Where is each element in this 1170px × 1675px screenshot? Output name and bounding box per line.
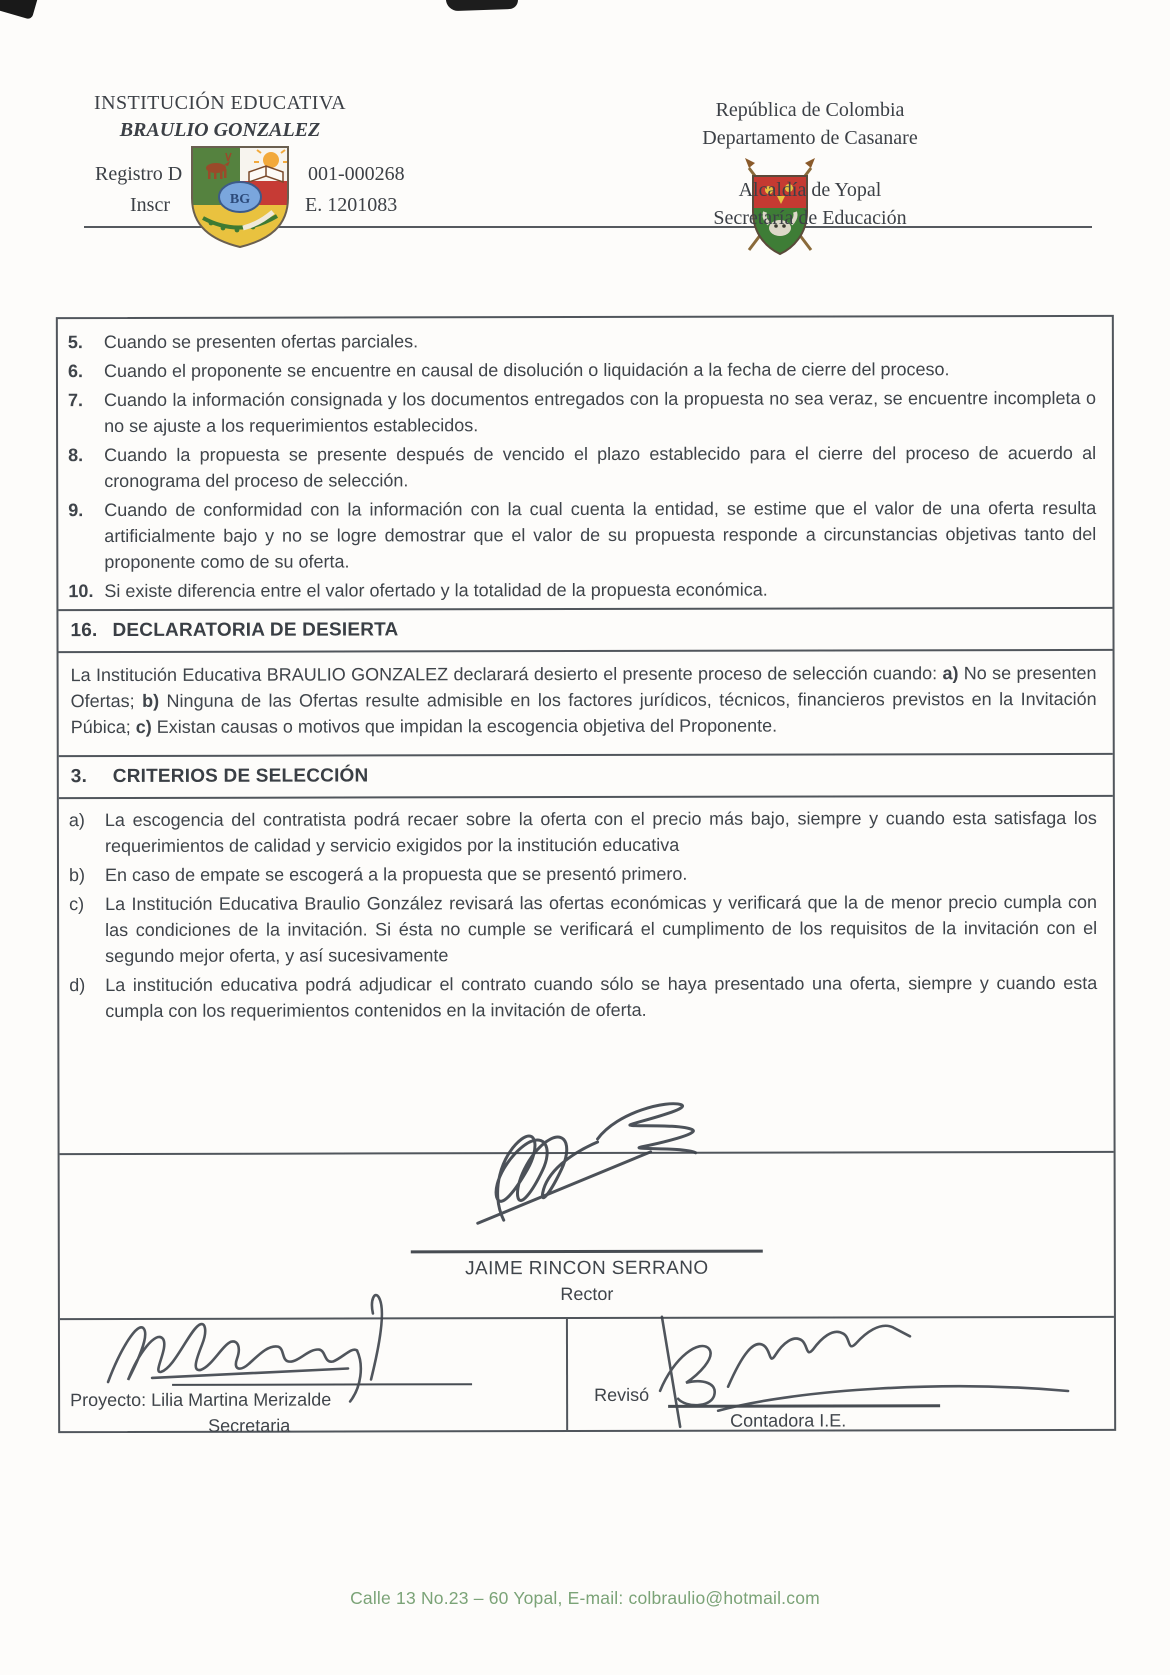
lettered-list bbox=[59, 797, 1113, 1024]
item-text: Cuando la información consignada y los documentos entregados con la propuesta no sea veraz, se encuentre incompleta o no se ajuste a los requerimientos establecidos. bbox=[103, 387, 1097, 437]
section-16-header bbox=[58, 607, 1112, 653]
institution-name-line1: INSTITUCIÓN EDUCATIVA bbox=[94, 92, 346, 114]
svg-text:BG: BG bbox=[229, 192, 251, 207]
reviso-label: Revisó bbox=[594, 1384, 650, 1405]
numbered-item bbox=[58, 440, 1112, 494]
section-title: CRITERIOS DE SELECCIÓN bbox=[112, 765, 369, 787]
rector-signature-line bbox=[411, 1250, 763, 1254]
footer-address: Calle 13 No.23 – 60 Yopal, E-mail: colbraulio@hotmail.com bbox=[350, 1588, 820, 1608]
reviso-cell bbox=[568, 1318, 1114, 1430]
republic-line: República de Colombia bbox=[715, 99, 905, 121]
numbered-item bbox=[58, 327, 1112, 355]
scan-artifact bbox=[446, 0, 519, 11]
scan-artifact bbox=[0, 0, 39, 20]
school-crest-logo bbox=[183, 140, 297, 257]
item-text: Cuando de conformidad con la información con la cual cuenta la entidad, se estime que el valor de una oferta resulta artificialmente bajo y no se logre demostrar que el valor de su propuesta responde a circunstancias objetivas tanto del proponente como de su oferta. bbox=[104, 497, 1097, 573]
numbered-list bbox=[58, 327, 1113, 604]
approval-signatures-row bbox=[60, 1316, 1114, 1436]
proyecto-title: Secretaria bbox=[208, 1415, 291, 1436]
section-number: 16. bbox=[70, 620, 98, 642]
item-letter: c) bbox=[69, 894, 85, 915]
document-table bbox=[56, 315, 1116, 1436]
document-content bbox=[58, 317, 1114, 1153]
section-16-paragraph bbox=[59, 651, 1113, 750]
item-letter: d) bbox=[69, 975, 86, 996]
item-text: La Institución Educativa Braulio González revisará las ofertas económicas y verificará que la de menor precio cumpla con las condiciones de la invitación. Si ésta no cumple se verificará el cumplimento de los requisitos de la invitación con el segundo mejor oferta, y así sucesivamente bbox=[105, 891, 1098, 967]
reviso-signature-image bbox=[620, 1294, 1080, 1435]
proyecto-cell bbox=[60, 1319, 568, 1436]
inscripcion-suffix: E. 1201083 bbox=[305, 194, 398, 216]
paragraph-segment: b) bbox=[142, 690, 160, 711]
item-number: 8. bbox=[68, 445, 84, 466]
numbered-item bbox=[58, 576, 1112, 604]
paragraph-segment: La Institución Educativa BRAULIO GONZALEZ declarará desierto el presente proceso de selección cuando: bbox=[70, 663, 943, 686]
item-number: 7. bbox=[67, 390, 84, 411]
section-3-header bbox=[59, 753, 1113, 799]
lettered-item bbox=[59, 889, 1113, 969]
rector-name: JAIME RINCON SERRANO bbox=[465, 1257, 709, 1280]
paragraph-segment: Ninguna de las Ofertas resulte admisible en los factores jurídicos, técnicos, financieros previstos en la Invitación Púbica; bbox=[70, 688, 1097, 738]
item-text: La escogencia del contratista podrá recaer sobre la oferta con el precio más bajo, siempre y cuando esta satisfaga los requerimientos de calidad y servicio exigidos por la institución educativa bbox=[104, 807, 1097, 857]
alcaldia-line: Alcaldía de Yopal bbox=[738, 179, 882, 201]
lettered-item bbox=[59, 805, 1113, 859]
inscripcion-prefix: Inscr bbox=[130, 194, 170, 216]
institution-name-line2: BRAULIO GONZALEZ bbox=[119, 119, 321, 141]
contadora-title: Contadora I.E. bbox=[730, 1410, 847, 1431]
proyecto-label: Proyecto: Lilia Martina Merizalde bbox=[70, 1389, 332, 1411]
reviso-signature-line bbox=[668, 1404, 940, 1408]
section-title: DECLARATORIA DE DESIERTA bbox=[112, 619, 399, 641]
paragraph-segment: c) bbox=[135, 716, 152, 737]
rector-signature-image bbox=[445, 1092, 745, 1243]
item-text: Cuando la propuesta se presente después de vencido el plazo establecido para el cierre del proceso de acuerdo al cronograma del proceso de selección. bbox=[104, 442, 1097, 492]
item-text: Cuando el proponente se encuentre en causal de disolución o liquidación a la fecha de cierre del proceso. bbox=[103, 359, 950, 382]
paragraph-segment: a) bbox=[942, 663, 959, 684]
paragraph-segment: Existan causas o motivos que impidan la escogencia objetiva del Proponente. bbox=[151, 715, 778, 737]
item-text: La institución educativa podrá adjudicar el contrato cuando sólo se haya presentado una oferta, siempre y cuando esta cumpla con los requerimientos contenidos en la invitación de oferta. bbox=[105, 972, 1098, 1022]
item-number: 6. bbox=[67, 361, 83, 382]
item-number: 5. bbox=[67, 332, 83, 353]
item-number: 9. bbox=[68, 500, 84, 521]
item-text: En caso de empate se escogerá a la propuesta que se presentó primero. bbox=[104, 863, 688, 886]
item-text: Si existe diferencia entre el valor ofertado y la totalidad de la propuesta económica. bbox=[104, 579, 768, 602]
department-line: Departamento de Casanare bbox=[702, 127, 918, 149]
numbered-item bbox=[58, 356, 1112, 384]
section-number: 3. bbox=[70, 766, 88, 788]
registro-suffix: 001-000268 bbox=[308, 163, 405, 185]
numbered-item bbox=[58, 385, 1112, 439]
item-text: Cuando se presenten ofertas parciales. bbox=[103, 331, 419, 353]
numbered-item bbox=[58, 495, 1112, 575]
header-institution-block bbox=[70, 92, 370, 142]
item-letter: a) bbox=[68, 810, 85, 831]
registro-prefix: Registro D bbox=[95, 163, 183, 185]
rector-title: Rector bbox=[560, 1283, 614, 1305]
lettered-item bbox=[59, 970, 1113, 1024]
item-number: 10. bbox=[68, 581, 94, 602]
secretaria-line: Secretaría de Educación bbox=[713, 207, 907, 229]
paragraph-segment: No se presenten Ofertas; bbox=[70, 662, 1097, 712]
lettered-item bbox=[59, 860, 1113, 888]
item-letter: b) bbox=[68, 865, 86, 886]
